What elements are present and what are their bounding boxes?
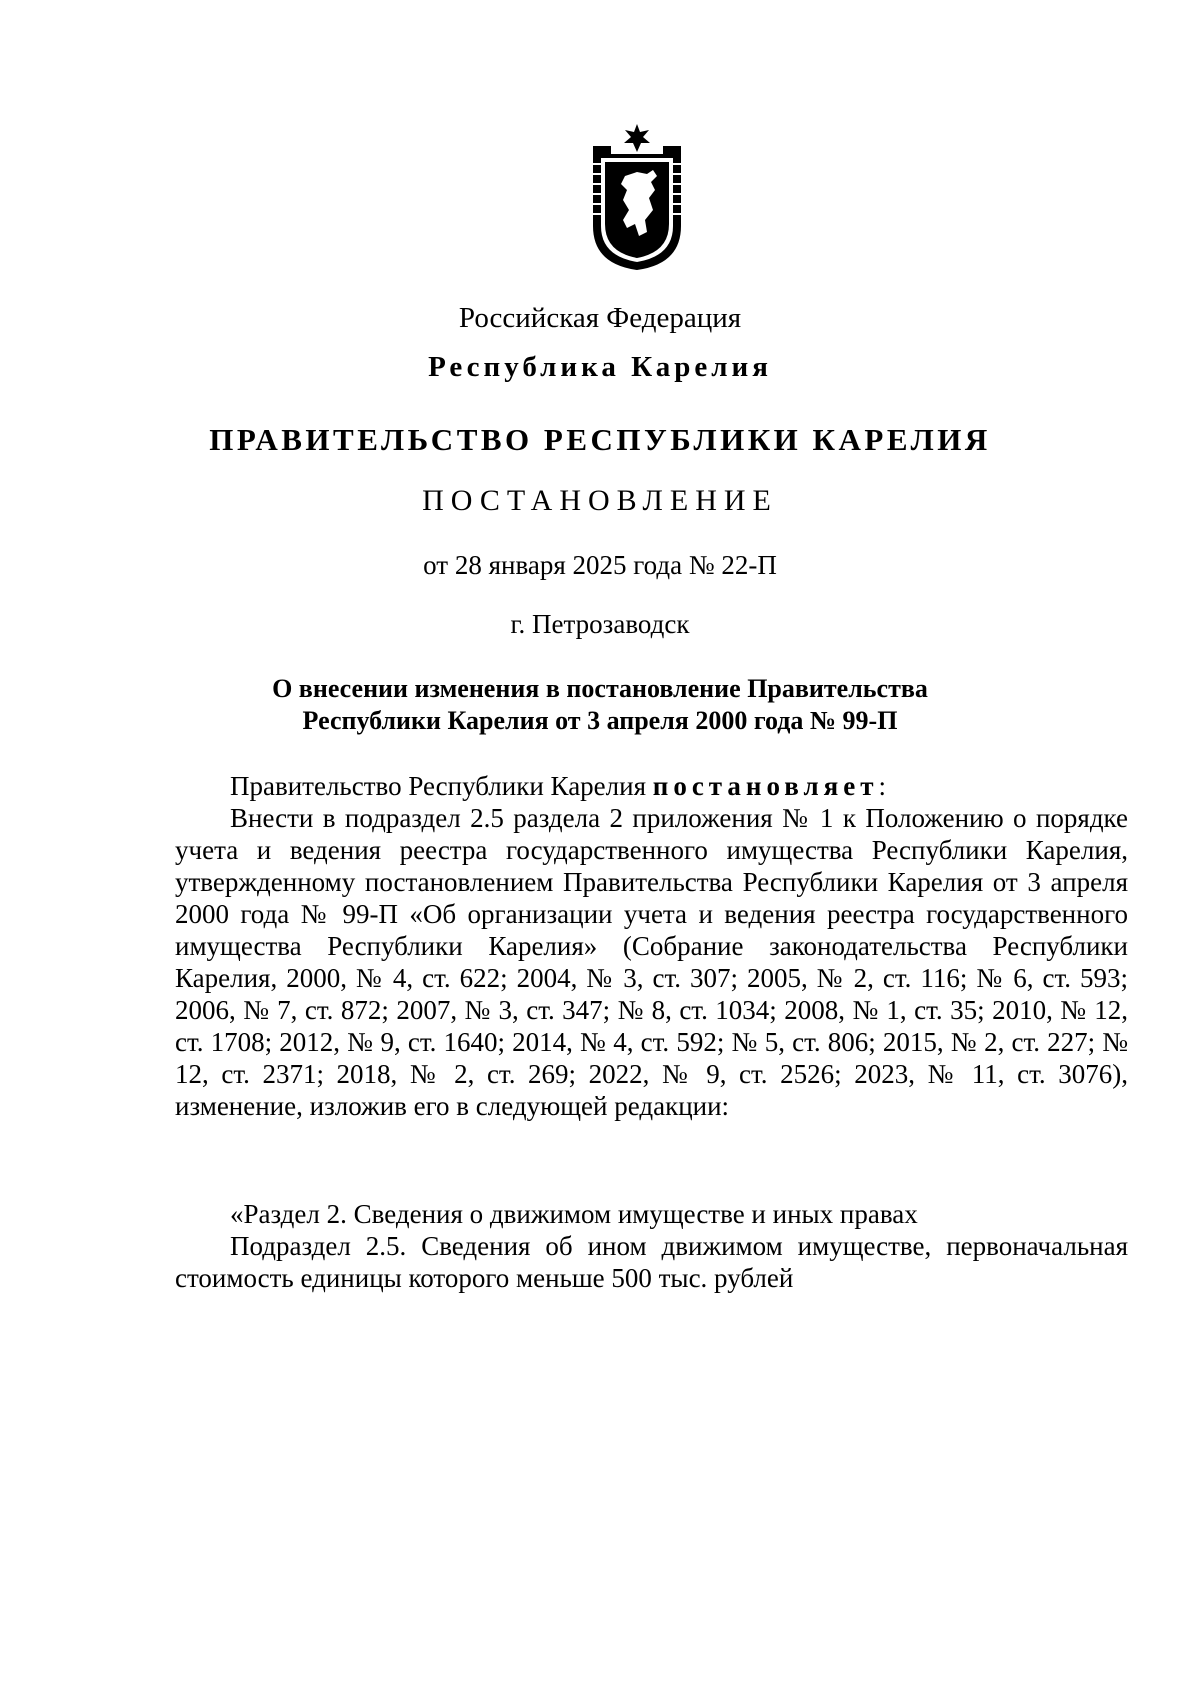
intro-verb: постановляет — [652, 771, 879, 801]
body-block-main — [175, 770, 1128, 1122]
federation-name: Российская Федерация — [458, 302, 742, 334]
document-title-line-1: О внесении изменения в постановление Правительства — [272, 674, 928, 703]
karelia-coat-of-arms-icon — [587, 124, 687, 272]
intro-subject: Правительство Республики Карелия — [230, 771, 653, 801]
document-title — [0, 673, 1200, 737]
decree-type: ПОСТАНОВЛЕНИЕ — [422, 484, 778, 517]
republic-name: Республика Карелия — [428, 351, 772, 383]
intro-colon: : — [878, 771, 887, 801]
intro-paragraph — [175, 770, 1128, 802]
decree-city: г. Петрозаводск — [510, 609, 690, 639]
government-name: ПРАВИТЕЛЬСТВО РЕСПУБЛИКИ КАРЕЛИЯ — [209, 422, 991, 457]
decree-date-number: от 28 января 2025 года № 22-П — [423, 550, 777, 580]
subsection-line: Подраздел 2.5. Сведения об ином движимом имуществе, первоначальная стоимость единицы которого меньше 500 тыс. рублей — [175, 1231, 1128, 1293]
main-paragraph: Внести в подраздел 2.5 раздела 2 приложения № 1 к Положению о порядке учета и ведения реестра государственного имущества Республики Карелия, утвержденному постановлением Правительства Республики Карелия от 3 апреля 2000 года № 99-П «Об организации учета и ведения реестра государственного имущества Республики Карелия» (Собрание законодательства Республики Карелия, 2000, № 4, ст. 622; 2004, № 3, ст. 307; 2005, № 2, ст. 116; № 6, ст. 593; 2006, № 7, ст. 872; 2007, № 3, ст. 347; № 8, ст. 1034; 2008, № 1, ст. 35; 2010, № 12, ст. 1708; 2012, № 9, ст. 1640; 2014, № 4, ст. 592; № 5, ст. 806; 2015, № 2, ст. 227; № 12, ст. 2371; 2018, № 2, ст. 269; 2022, № 9, ст. 2526; 2023, № 11, ст. 3076), изменение, изложив его в следующей редакции: — [175, 803, 1128, 1121]
document-title-line-2: Республики Карелия от 3 апреля 2000 года № 99-П — [302, 706, 898, 735]
section-line: «Раздел 2. Сведения о движимом имуществе и иных правах — [230, 1199, 918, 1229]
body-block-amendment — [175, 1198, 1128, 1294]
